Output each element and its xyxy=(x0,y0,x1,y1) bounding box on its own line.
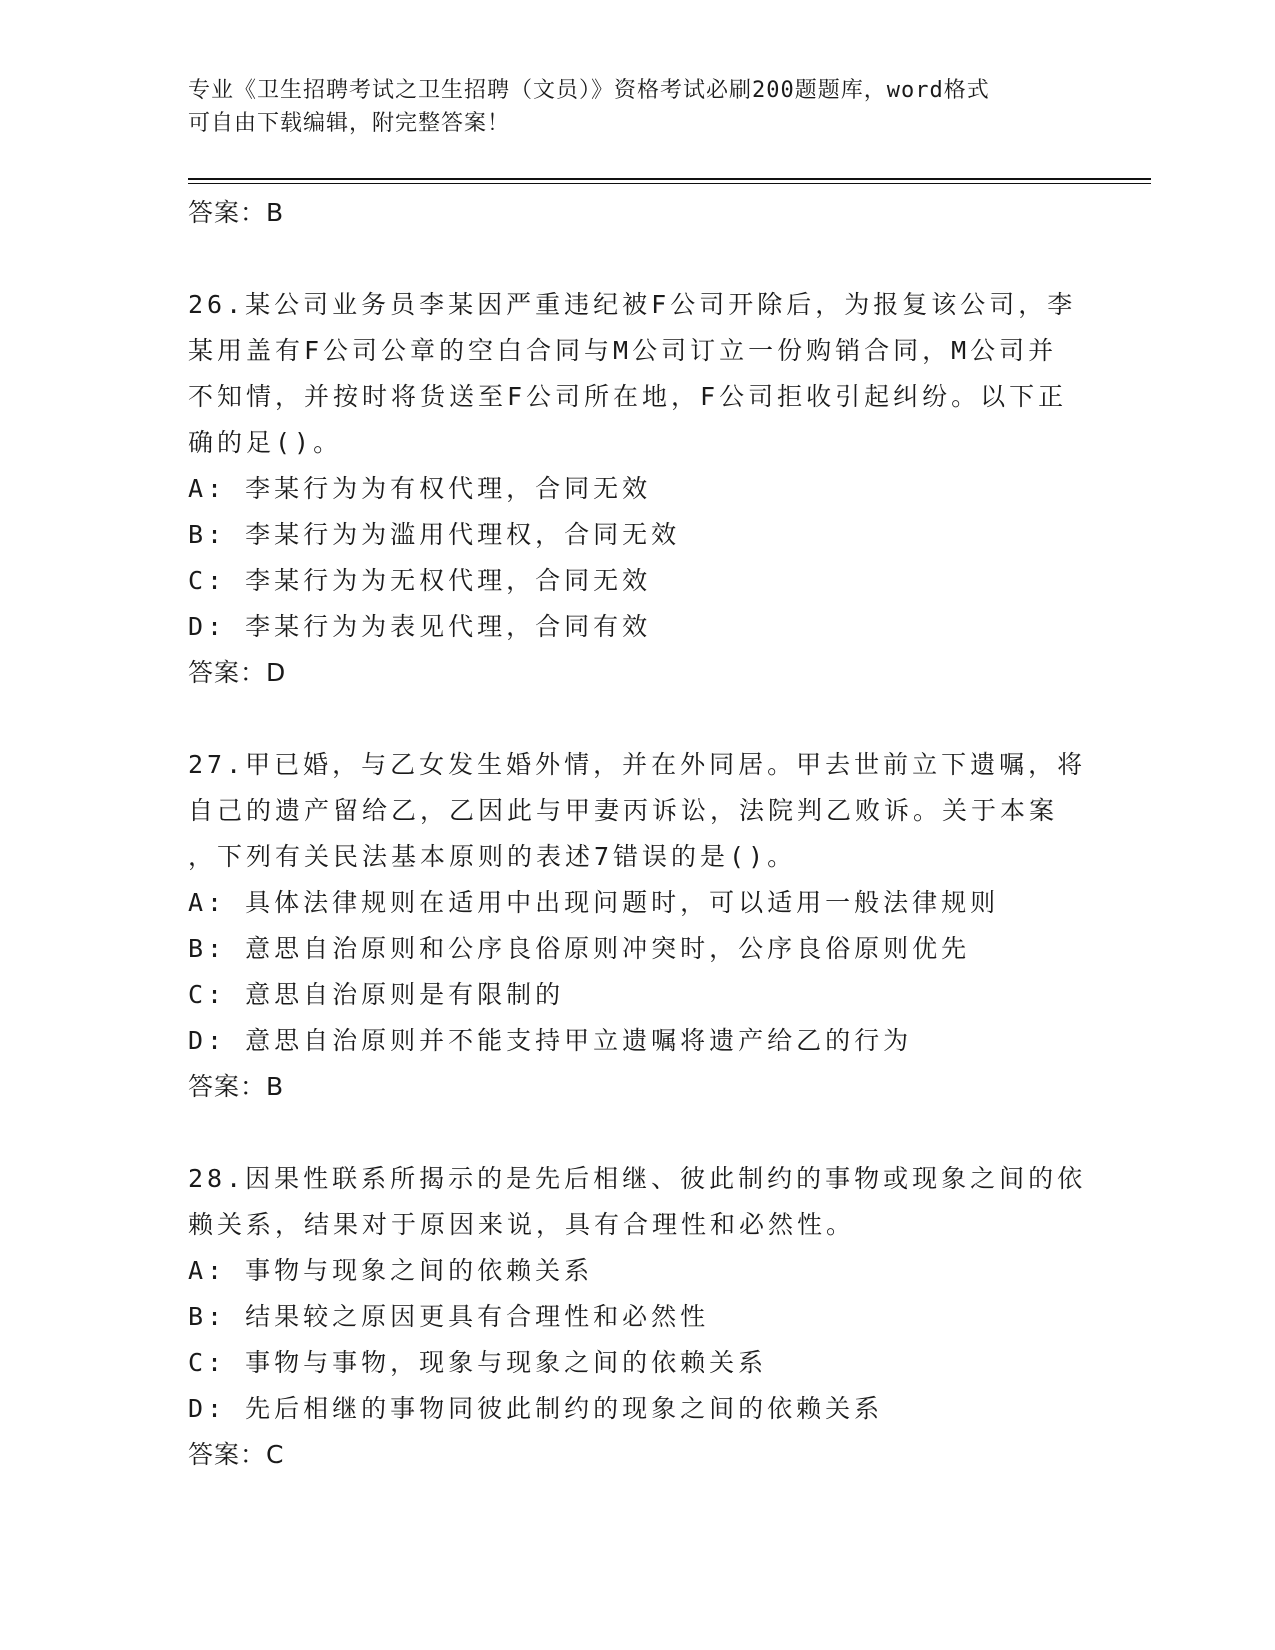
answer-27: 答案：B xyxy=(188,1072,285,1101)
header-line-1: 专业《卫生招聘考试之卫生招聘（文员）》资格考试必刷200题题库，word格式 xyxy=(188,78,990,103)
option-c: C: 李某行为为无权代理，合同无效 xyxy=(188,566,652,595)
question-26 xyxy=(188,282,1108,696)
option-a: A: 事物与现象之间的依赖关系 xyxy=(188,1256,594,1285)
question-stem-line: 不知情，并按时将货送至F公司所在地，F公司拒收引起纠纷。以下正 xyxy=(188,382,1068,411)
answer-26: 答案：D xyxy=(188,658,287,687)
option-c: C: 事物与事物，现象与现象之间的依赖关系 xyxy=(188,1348,768,1377)
question-stem-line: 26.某公司业务员李某因严重违纪被F公司开除后，为报复该公司，李 xyxy=(188,290,1077,319)
option-a: A: 具体法律规则在适用中出现问题时，可以适用一般法律规则 xyxy=(188,888,1000,917)
question-28 xyxy=(188,1156,1108,1478)
page-header xyxy=(188,74,1088,140)
question-27 xyxy=(188,742,1108,1110)
header-divider-thick xyxy=(188,178,1151,180)
option-b: B: 意思自治原则和公序良俗原则冲突时，公序良俗原则优先 xyxy=(188,934,971,963)
header-line-2: 可自由下载编辑，附完整答案！ xyxy=(188,111,511,136)
option-b: B: 结果较之原因更具有合理性和必然性 xyxy=(188,1302,710,1331)
question-stem-line: 28.因果性联系所揭示的是先后相继、彼此制约的事物或现象之间的依 xyxy=(188,1164,1087,1193)
question-stem-line: 赖关系，结果对于原因来说，具有合理性和必然性。 xyxy=(188,1210,856,1239)
option-d: D: 先后相继的事物同彼此制约的现象之间的依赖关系 xyxy=(188,1394,884,1423)
option-b: B: 李某行为为滥用代理权，合同无效 xyxy=(188,520,681,549)
option-d: D: 意思自治原则并不能支持甲立遗嘱将遗产给乙的行为 xyxy=(188,1026,913,1055)
option-a: A: 李某行为为有权代理，合同无效 xyxy=(188,474,652,503)
question-stem-line: 自己的遗产留给乙，乙因此与甲妻丙诉讼，法院判乙败诉。关于本案 xyxy=(188,796,1059,825)
option-c: C: 意思自治原则是有限制的 xyxy=(188,980,565,1009)
question-stem-line: 某用盖有F公司公章的空白合同与M公司订立一份购销合同，M公司并 xyxy=(188,336,1058,365)
header-divider-thin xyxy=(188,183,1151,184)
question-stem-line: ，下列有关民法基本原则的表述7错误的是()。 xyxy=(188,842,797,871)
question-stem-line: 27.甲已婚，与乙女发生婚外情，并在外同居。甲去世前立下遗嘱，将 xyxy=(188,750,1087,779)
answer-28: 答案：C xyxy=(188,1440,285,1469)
question-stem-line: 确的足()。 xyxy=(188,428,343,457)
option-d: D: 李某行为为表见代理，合同有效 xyxy=(188,612,652,641)
question-list xyxy=(188,190,1108,1478)
previous-answer: 答案：B xyxy=(188,198,285,227)
